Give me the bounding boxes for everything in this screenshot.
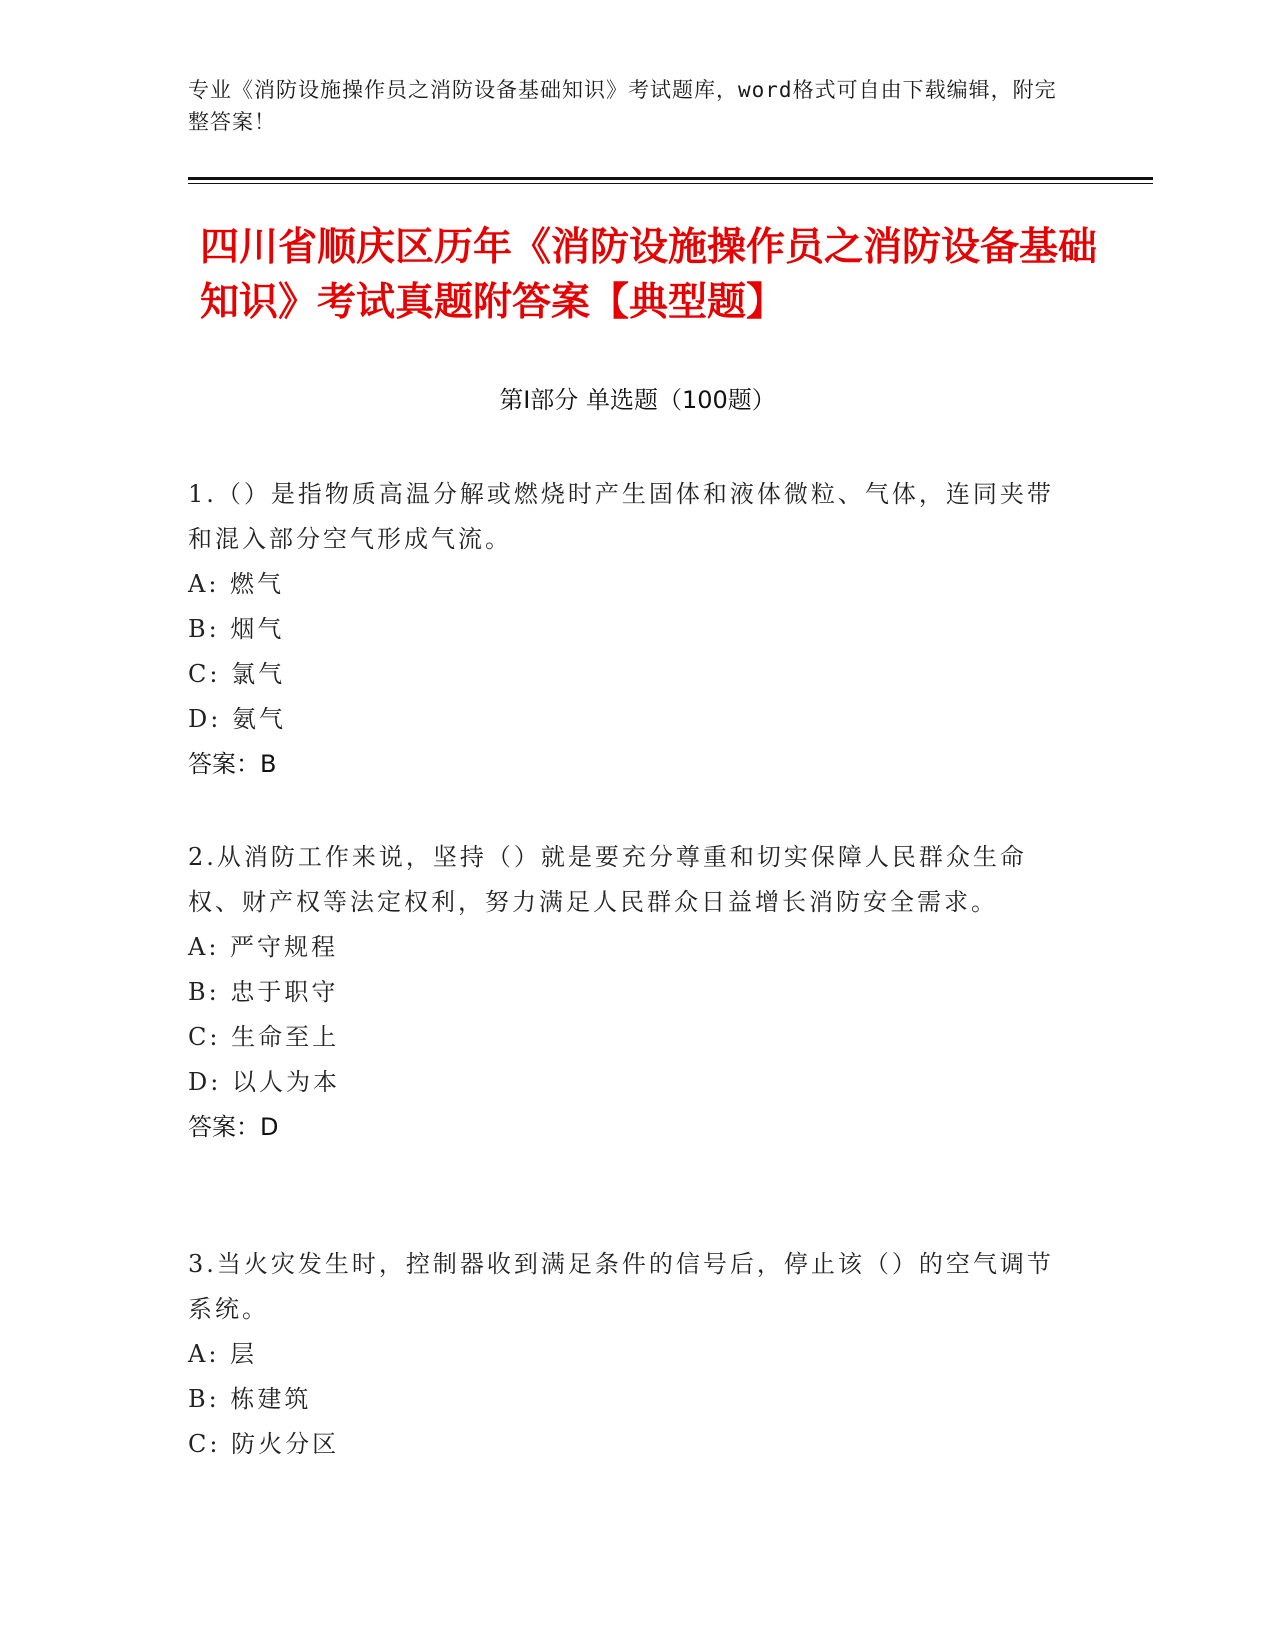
option-b: B: 忠于职守 [188, 978, 339, 1006]
question-1 [188, 472, 1068, 787]
option-c: C: 防火分区 [188, 1430, 340, 1458]
option-c: C: 氯气 [188, 660, 286, 688]
header-note: 专业《消防设施操作员之消防设备基础知识》考试题库，word格式可自由下载编辑，附完整答案！ [188, 78, 1057, 134]
question-3 [188, 1242, 1068, 1467]
option-a: A: 层 [188, 1340, 258, 1368]
question-text: 3.当火灾发生时，控制器收到满足条件的信号后，停止该（）的空气调节系统。 [188, 1250, 1054, 1323]
question-2 [188, 835, 1068, 1150]
option-b: B: 栋建筑 [188, 1385, 312, 1413]
option-a: A: 严守规程 [188, 933, 339, 961]
option-d: D: 以人为本 [188, 1068, 340, 1096]
option-d: D: 氨气 [188, 705, 286, 733]
option-a: A: 燃气 [188, 570, 285, 598]
answer: 答案：D [188, 1113, 279, 1141]
question-text: 2.从消防工作来说，坚持（）就是要充分尊重和切实保障人民群众生命权、财产权等法定权利，努力满足人民群众日益增长消防安全需求。 [188, 843, 1027, 916]
option-b: B: 烟气 [188, 615, 285, 643]
section-title: 第Ⅰ部分 单选题（100题） [499, 386, 776, 414]
header-divider-thick [188, 177, 1153, 180]
header-divider-thin [188, 183, 1153, 184]
document-title: 四川省顺庆区历年《消防设施操作员之消防设备基础知识》考试真题附答案【典型题】 [200, 225, 1098, 325]
question-text: 1.（）是指物质高温分解或燃烧时产生固体和液体微粒、气体，连同夹带和混入部分空气形成气流。 [188, 480, 1054, 553]
option-c: C: 生命至上 [188, 1023, 340, 1051]
answer: 答案：B [188, 750, 277, 778]
